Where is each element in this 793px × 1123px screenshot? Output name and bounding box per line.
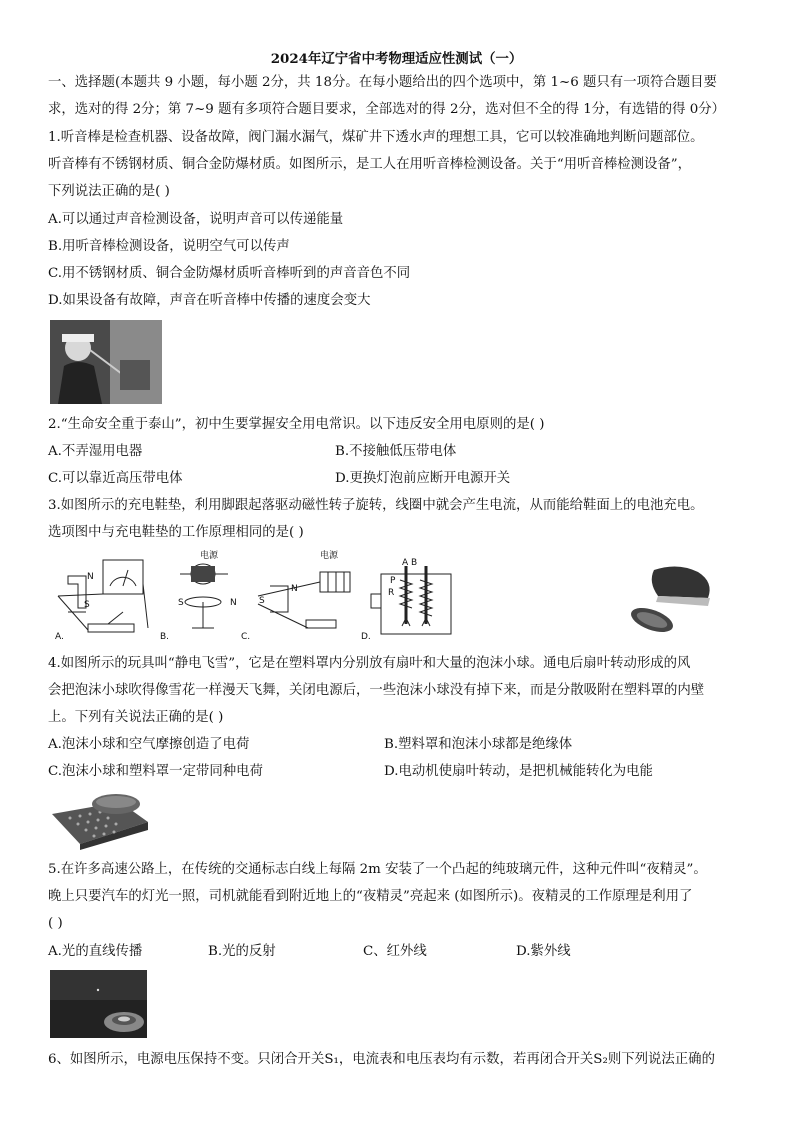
q4-stem-line3: 上。下列有关说法正确的是( ) [48, 710, 224, 725]
q3-figure-c-caption: C. [241, 632, 251, 642]
q1-worker-photo [50, 320, 162, 404]
q3-figure-c-label-n: N [291, 584, 298, 594]
q5-option-a: A.光的直线传播 [48, 944, 143, 959]
q1-option-b: B.用听音棒检测设备，说明空气可以传声 [48, 239, 290, 254]
q3-figure-d-label-p: P [390, 576, 396, 586]
q2-option-a: A.不弄湿用电器 [48, 444, 143, 459]
q4-option-b: B.塑料罩和泡沫小球都是绝缘体 [384, 737, 573, 752]
q1-option-d: D.如果设备有故障，声音在听音棒中传播的速度会变大 [48, 293, 371, 308]
q3-shoe-insole-photo [618, 562, 718, 642]
q5-option-b: B.光的反射 [208, 944, 276, 959]
q5-option-d: D.紫外线 [516, 944, 571, 959]
q4-static-snow-toy-photo [50, 792, 150, 850]
q3-stem-line2: 选项图中与充电鞋垫的工作原理相同的是( ) [48, 525, 304, 540]
q1-stem-line2: 听音棒有不锈钢材质、铜合金防爆材质。如图所示，是工人在用听音棒检测设备。关于“用听音棒检测设备”， [48, 157, 692, 172]
q4-option-c: C.泡沫小球和塑料罩一定带同种电荷 [48, 764, 263, 779]
section-instructions-line2: 求，选对的得 2分；第 7~9 题有多项符合题目要求，全部选对的得 2分，选对但不全的得 1分，有选错的得 0分） [48, 102, 726, 117]
q1-option-c: C.用不锈钢材质、铜合金防爆材质听音棒听到的声音音色不同 [48, 266, 411, 281]
q3-figure-d-label-ab: A B [402, 558, 418, 568]
q2-option-c: C.可以靠近高压带电体 [48, 471, 183, 486]
q5-stem-line3: ( ) [48, 916, 63, 931]
page-title: 2024年辽宁省中考物理适应性测试（一） [270, 51, 523, 67]
q1-stem-line1: 1.听音棒是检查机器、设备故障，阀门漏水漏气，煤矿井下透水声的理想工具，它可以较准确地判断问题部位。 [48, 130, 704, 145]
q5-night-elf-photo [50, 970, 147, 1038]
q2-option-b: B.不接触低压带电体 [335, 444, 457, 459]
q3-figure-b-label-n: N [230, 598, 237, 608]
q5-stem-line2: 晚上只要汽车的灯光一照，司机就能看到附近地上的“夜精灵”亮起来 (如图所示)。夜精灵的工作原理是利用了 [48, 889, 693, 904]
q2-option-d: D.更换灯泡前应断开电源开关 [335, 471, 511, 486]
q3-figure-a [48, 554, 158, 642]
q2-stem: 2.“生命安全重于泰山”，初中生要掌握安全用电常识。以下违反安全用电原则的是( ) [48, 417, 545, 432]
q5-option-c: C、红外线 [363, 944, 427, 959]
q3-figure-d-label-r: R [388, 588, 395, 598]
q4-option-a: A.泡沫小球和空气摩擦创造了电荷 [48, 737, 250, 752]
q3-figure-c-label-s: S [259, 596, 265, 606]
q6-stem: 6、如图所示，电源电压保持不变。只闭合开关S₁，电流表和电压表均有示数，若再闭合开关S₂则下列说法正确的 [48, 1052, 715, 1067]
q4-stem-line1: 4.如图所示的玩具叫“静电飞雪”，它是在塑料罩内分别放有扇叶和大量的泡沫小球。通电后扇叶转动形成的风 [48, 656, 691, 671]
q1-stem-line3: 下列说法正确的是( ) [48, 184, 170, 199]
q3-figure-a-label-s: S [84, 600, 90, 610]
q3-figure-d-caption: D. [361, 632, 371, 642]
q3-figure-b-label-s: S [178, 598, 184, 608]
section-instructions-line1: 一、选择题(本题共 9 小题，每小题 2分，共 18分。在每小题给出的四个选项中，第 1~6 题只有一项符合题目要 [48, 75, 717, 90]
q4-stem-line2: 会把泡沫小球吹得像雪花一样漫天飞舞，关闭电源后，一些泡沫小球没有掉下来，而是分散吸附在塑料罩的内壁 [48, 683, 705, 698]
q3-figure-c-label-power: 电源 [320, 551, 339, 561]
q4-option-d: D.电动机使扇叶转动，是把机械能转化为电能 [384, 764, 653, 779]
q3-stem-line1: 3.如图所示的充电鞋垫，利用脚跟起落驱动磁性转子旋转，线圈中就会产生电流，从而能给鞋面上的电池充电。 [48, 498, 704, 513]
q3-figure-a-caption: A. [55, 632, 64, 642]
q3-figure-a-label-n: N [87, 572, 94, 582]
q3-figure-b-caption: B. [160, 632, 170, 642]
q5-stem-line1: 5.在许多高速公路上，在传统的交通标志白线上每隔 2m 安装了一个凸起的纯玻璃元件，这种元件叫“夜精灵”。 [48, 862, 707, 877]
q1-option-a: A.可以通过声音检测设备，说明声音可以传递能量 [48, 212, 344, 227]
q3-figure-b-label-power: 电源 [200, 551, 219, 561]
q3-figures [48, 548, 748, 643]
